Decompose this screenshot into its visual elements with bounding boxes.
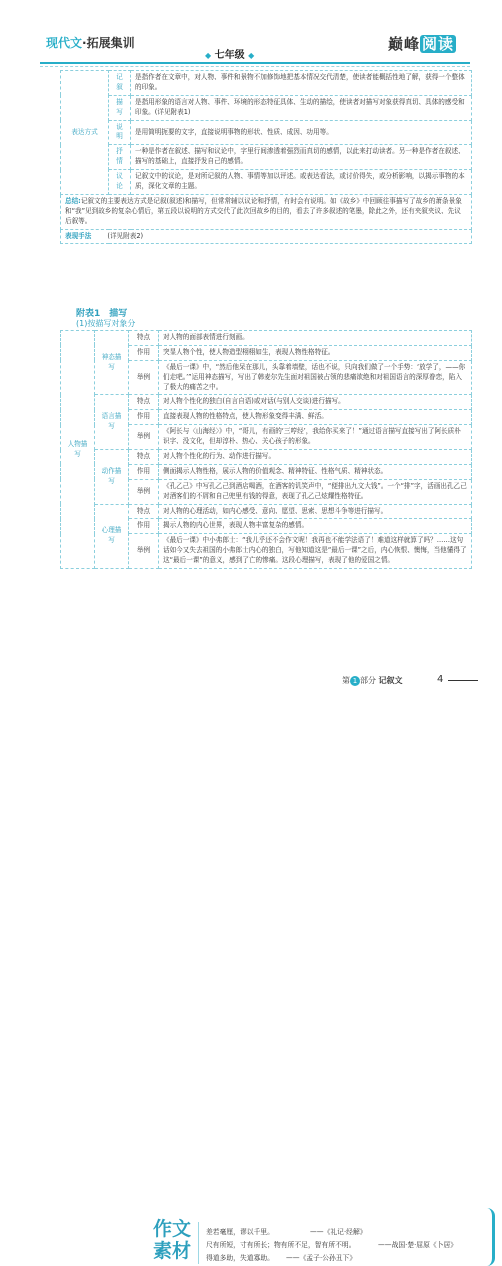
quote-source: ——《孟子·公孙丑下》 [286,1254,357,1262]
row-key: 举例 [129,534,159,569]
row-text: 《阿长与〈山海经〉》中，“哥儿，有画的‘三哼经’，我给你买来了！”通过语言描写直接写出了阿长质朴识字、没文化，但却淳朴、热心、关心孩子的形象。 [159,425,472,450]
method-name: 记叙 [109,71,131,96]
part-label: 第 1 部分 记叙文 [342,676,403,685]
summary-row [61,194,472,229]
row-key: 特点 [129,450,159,465]
method-text: 一种是作者在叙述、描写和议论中，字里行间渗透着强烈而真切的感情，以此来打动读者。另一种是作者在叙述、描写的基础上，直接抒发自己的感情。 [131,145,472,170]
appendix-title: 附表1 描写 [76,309,128,319]
footer-divider [198,1222,199,1264]
category-cell: 人物描写 [61,331,95,569]
row-key: 特点 [129,331,159,346]
appendix-subtitle: (1)按描写对象分 [76,319,136,328]
writing-material-title: 作文 素材 [152,1218,191,1262]
row-text: 《孔乙己》中写孔乙己到酒店喝酒，在酒客的讥笑声中，“便排出九文大钱”。一个“排”字，活画出孔乙己对酒客们的不屑和自己兜里有钱的得意，表现了孔乙己炫耀性格特征。 [159,479,472,504]
category-cell: 表达方式 [61,71,109,195]
part-number-badge: 1 [350,676,360,686]
series-title: 现代文·拓展集训 [46,36,135,50]
quote-source: ——《礼记·经解》 [310,1228,367,1236]
method-name: 抒情 [109,145,131,170]
table-row [61,331,472,346]
row-text: 突显人物个性，使人物造型栩栩如生，表现人物性格特征。 [159,345,472,360]
row-key: 特点 [129,395,159,410]
description-table [60,330,472,569]
row-text: 对人物的心理活动，如内心感受、意向、愿望、思索、思想斗争等进行描写。 [159,504,472,519]
group-name: 语言描写 [95,395,129,450]
table-row [61,120,472,145]
header-divider [40,62,470,64]
row-text: 直接表现人物的性格特点，使人物形象变得丰满、鲜活。 [159,410,472,425]
row-key: 举例 [129,425,159,450]
method-text: 是指用形象的语言对人物、事件、环境的形态特征具体、生动的描绘，使读者对描写对象获得真切、具体的感受和印象。(详见附表1) [131,95,472,120]
table-row [61,170,472,195]
row-key: 举例 [129,479,159,504]
table-row [61,145,472,170]
method-label: 表现手法 [65,231,92,240]
row-text: 《最后一课》中，“然后他呆在那儿，头靠着墙壁，话也不说，只向我们做了一个手势：‘放学了，——你们走吧。’”运用神态描写，写出了韩麦尔先生面对祖国被占领的悲痛欲绝和对祖国语言的深厚眷恋，陷入了极大的痛苦之中。 [159,360,472,395]
table-row [61,504,472,519]
method-text: 是指作者在文章中，对人物、事件和景物不加修饰地把基本情况交代清楚，使读者能概括性地了解，获得一个整体的印象。 [131,71,472,96]
group-name: 神态描写 [95,331,129,395]
row-key: 作用 [129,519,159,534]
method-name: 议论 [109,170,131,195]
quote-text: 尺有所短，寸有所长；物有所不足，智有所不明。 [206,1241,356,1249]
method-name: 描写 [109,95,131,120]
table-row [61,395,472,410]
method-text: 是用简明扼要的文字，直接说明事物的形状、性质、成因、功用等。 [131,120,472,145]
method-name: 说明 [109,120,131,145]
quote-source: ——战国·楚·屈原《卜居》 [378,1241,458,1249]
table-row [61,450,472,465]
table-row [61,95,472,120]
method-ref: (详见附表2) [107,231,144,240]
summary-text: 记叙文的主要表达方式是记叙(叙述)和描写，但常常辅以议论和抒情，有时会有说明。如《故乡》中回顾往事描写了故乡的萧条景象和“我”见到故乡的复杂心情后，第五段以说明的方式交代了此次回故乡的目的，看去了许多叙述的笔墨，除此之外，还有夹叙夹议、先议后叙等。 [65,196,462,225]
method-row [61,229,472,244]
grade-label: ◆ 七年级 ◆ [205,50,255,61]
page-number: 4 [437,674,444,685]
row-text: 对人物个性化的行为、动作进行描写。 [159,450,472,465]
group-name: 心理描写 [95,504,129,568]
row-text: 侧面揭示人物性格，展示人物的价值观念、精神特征、性格气质、精神状态。 [159,464,472,479]
table-row [61,71,472,96]
quote-text: 差若毫厘，谬以千里。 [206,1228,274,1236]
row-text: 对人物的面部表情进行刻画。 [159,331,472,346]
page-header [0,0,502,62]
row-text: 对人物个性化的独白(自言自语)或对话(与别人交谈)进行描写。 [159,395,472,410]
expression-methods-table [60,70,472,244]
method-cell [61,229,472,244]
row-key: 特点 [129,504,159,519]
header-dotted-line [40,66,470,67]
row-key: 作用 [129,345,159,360]
brand-logo: 巅峰 阅读 [388,35,455,53]
method-text: 记叙文中的议论，是对所记叙的人物、事情等加以评述。或表达看法，或讨价得失，或分析影响，以揭示事物的本质，深化文章的主题。 [131,170,472,195]
row-text: 揭示人物的内心世界，表现人物丰富复杂的感情。 [159,519,472,534]
decorative-bracket [487,1208,495,1266]
row-key: 作用 [129,464,159,479]
row-text: 《最后一课》中小弗郎士：“我儿乎还不会作文呢！我再也不能学法语了！难道这样就算了吗？……这句话如今又失去祖国的小弗郎士内心的独白，写他知道这是“最后一课”之后，内心恢恨、懊悔，当他懂得了这“最后一课”的意义，感到了亡的惨痛。这段心理描写，表现了他的爱国之情。 [159,534,472,569]
row-key: 举例 [129,360,159,395]
page-number-line [448,680,478,681]
row-key: 作用 [129,410,159,425]
summary-cell [61,194,472,229]
group-name: 动作描写 [95,450,129,505]
quote-text: 得道多助，失道寡助。 [206,1254,274,1262]
writing-material-footer [0,600,502,1262]
summary-label: 总结: [65,196,81,205]
